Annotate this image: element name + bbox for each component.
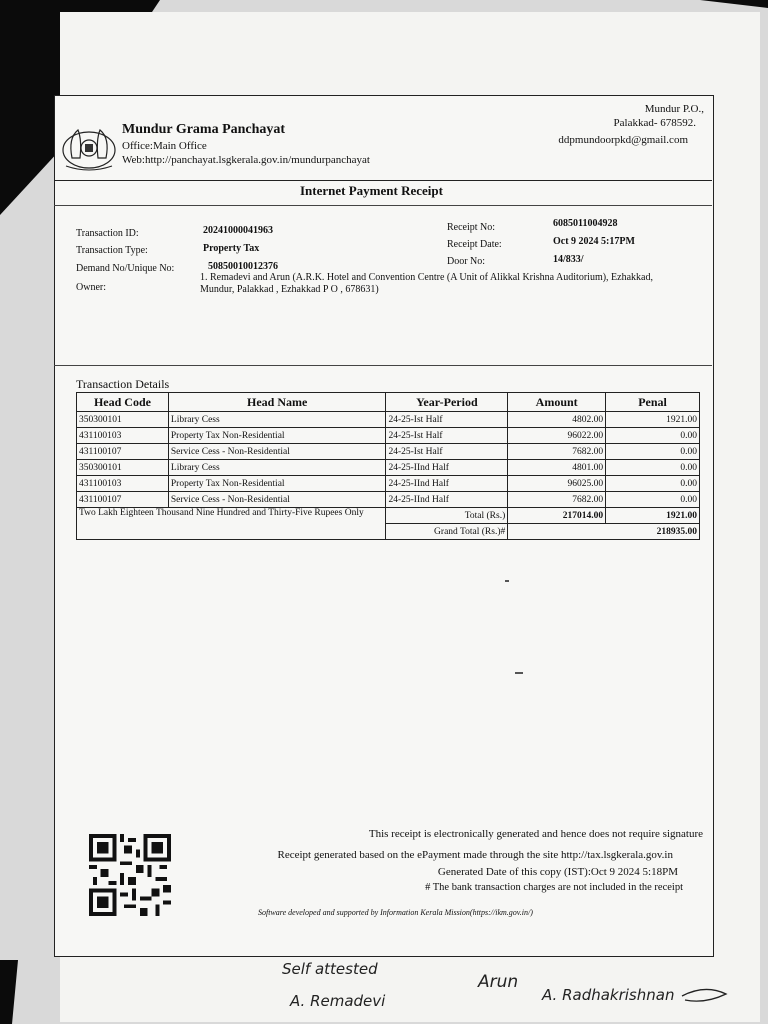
receipt-no: 6085011004928 bbox=[553, 218, 618, 229]
signature-radhakrishnan: A. Radhakrishnan bbox=[542, 986, 675, 1004]
owner-label: Owner: bbox=[76, 282, 106, 293]
penal-cell: 0.00 bbox=[606, 460, 700, 476]
section-divider bbox=[54, 365, 712, 366]
footer-generated-date: Generated Date of this copy (IST):Oct 9 2024 5:18PM bbox=[437, 866, 678, 878]
transaction-type: Property Tax bbox=[203, 243, 260, 254]
col-head-name: Head Name bbox=[168, 393, 386, 412]
table-header-row bbox=[77, 393, 700, 412]
footer-software-credit: Software developed and supported by Information Kerala Mission(https://ikm.gov.in/) bbox=[258, 908, 533, 917]
receipt-no-label: Receipt No: bbox=[447, 222, 496, 233]
head-code-cell: 431100103 bbox=[77, 428, 169, 444]
total-row bbox=[77, 508, 700, 524]
head-name-cell: Service Cess - Non-Residential bbox=[168, 444, 386, 460]
transaction-id-label: Transaction ID: bbox=[76, 228, 139, 239]
office-line: Office:Main Office bbox=[122, 140, 207, 152]
total-amount: 217014.00 bbox=[508, 508, 606, 524]
table-row bbox=[77, 476, 700, 492]
head-code-cell: 350300101 bbox=[77, 460, 169, 476]
head-name-cell: Library Cess bbox=[168, 412, 386, 428]
signature-remadevi: A. Remadevi bbox=[290, 992, 386, 1010]
year-period-cell: 24-25-Ist Half bbox=[386, 444, 508, 460]
receipt-date: Oct 9 2024 5:17PM bbox=[553, 236, 635, 247]
head-name-cell: Property Tax Non-Residential bbox=[168, 476, 386, 492]
penal-cell: 0.00 bbox=[606, 476, 700, 492]
door-no-label: Door No: bbox=[447, 256, 486, 267]
year-period-cell: 24-25-Ist Half bbox=[386, 428, 508, 444]
transaction-details-title: Transaction Details bbox=[76, 377, 170, 391]
head-name-cell: Property Tax Non-Residential bbox=[168, 428, 386, 444]
year-period-cell: 24-25-IInd Half bbox=[386, 492, 508, 508]
demand-no-label: Demand No/Unique No: bbox=[76, 263, 175, 274]
table-row bbox=[77, 492, 700, 508]
signature-self-attested: Self attested bbox=[282, 960, 378, 978]
head-code-cell: 431100103 bbox=[77, 476, 169, 492]
year-period-cell: 24-25-IInd Half bbox=[386, 476, 508, 492]
amount-cell: 96022.00 bbox=[508, 428, 606, 444]
amount-cell: 7682.00 bbox=[508, 492, 606, 508]
address-line2: Palakkad- 678592. bbox=[613, 117, 696, 129]
office-email: ddpmundoorpkd@gmail.com bbox=[558, 134, 688, 146]
table-row bbox=[77, 412, 700, 428]
table-row bbox=[77, 428, 700, 444]
col-year-period: Year-Period bbox=[386, 393, 508, 412]
transaction-type-label: Transaction Type: bbox=[76, 245, 148, 256]
head-code-cell: 431100107 bbox=[77, 492, 169, 508]
grand-total: 218935.00 bbox=[508, 524, 700, 540]
amount-cell: 7682.00 bbox=[508, 444, 606, 460]
amount-cell: 4802.00 bbox=[508, 412, 606, 428]
office-web: Web:http://panchayat.lsgkerala.gov.in/mundurpanchayat bbox=[122, 154, 370, 166]
head-code-cell: 431100107 bbox=[77, 444, 169, 460]
head-name-cell: Service Cess - Non-Residential bbox=[168, 492, 386, 508]
footer-epayment: Receipt generated based on the ePayment made through the site http://tax.lsgkerala.gov.in bbox=[277, 849, 673, 861]
door-no: 14/833/ bbox=[553, 254, 584, 265]
scan-speck bbox=[515, 672, 523, 674]
title-divider bbox=[54, 205, 712, 206]
signature-flourish bbox=[680, 984, 730, 1004]
year-period-cell: 24-25-Ist Half bbox=[386, 412, 508, 428]
table-row bbox=[77, 460, 700, 476]
scan-speck bbox=[505, 580, 509, 582]
amount-cell: 96025.00 bbox=[508, 476, 606, 492]
grand-total-label: Grand Total (Rs.)# bbox=[386, 524, 508, 540]
year-period-cell: 24-25-IInd Half bbox=[386, 460, 508, 476]
amount-in-words: Two Lakh Eighteen Thousand Nine Hundred and Thirty-Five Rupees Only bbox=[77, 508, 386, 540]
table-row bbox=[77, 444, 700, 460]
total-label: Total (Rs.) bbox=[386, 508, 508, 524]
owner-value: 1. Remadevi and Arun (A.R.K. Hotel and Convention Centre (A Unit of Alikkal Krishna Auditorium), Ezhakkad, Mundur, Palakkad , Ezhakkad P O , 678631) bbox=[200, 272, 653, 295]
amount-cell: 4801.00 bbox=[508, 460, 606, 476]
qr-code-icon bbox=[88, 834, 172, 916]
signature-arun: Arun bbox=[478, 972, 519, 992]
transaction-table bbox=[76, 392, 700, 540]
total-penal: 1921.00 bbox=[606, 508, 700, 524]
address-line1: Mundur P.O., bbox=[644, 103, 704, 115]
head-name-cell: Library Cess bbox=[168, 460, 386, 476]
footer-no-signature: This receipt is electronically generated and hence does not require signature bbox=[368, 828, 703, 840]
receipt-date-label: Receipt Date: bbox=[447, 239, 502, 250]
office-name: Mundur Grama Panchayat bbox=[122, 122, 286, 137]
penal-cell: 0.00 bbox=[606, 444, 700, 460]
head-code-cell: 350300101 bbox=[77, 412, 169, 428]
demand-no: 50850010012376 bbox=[208, 261, 278, 272]
col-penal: Penal bbox=[606, 393, 700, 412]
emblem-icon bbox=[58, 118, 120, 174]
penal-cell: 0.00 bbox=[606, 492, 700, 508]
col-amount: Amount bbox=[508, 393, 606, 412]
penal-cell: 1921.00 bbox=[606, 412, 700, 428]
footer-bank-charges: # The bank transaction charges are not included in the receipt bbox=[425, 882, 683, 893]
col-head-code: Head Code bbox=[77, 393, 169, 412]
header-divider bbox=[54, 180, 712, 181]
penal-cell: 0.00 bbox=[606, 428, 700, 444]
receipt-title: Internet Payment Receipt bbox=[300, 183, 443, 198]
transaction-id: 20241000041963 bbox=[203, 225, 273, 236]
